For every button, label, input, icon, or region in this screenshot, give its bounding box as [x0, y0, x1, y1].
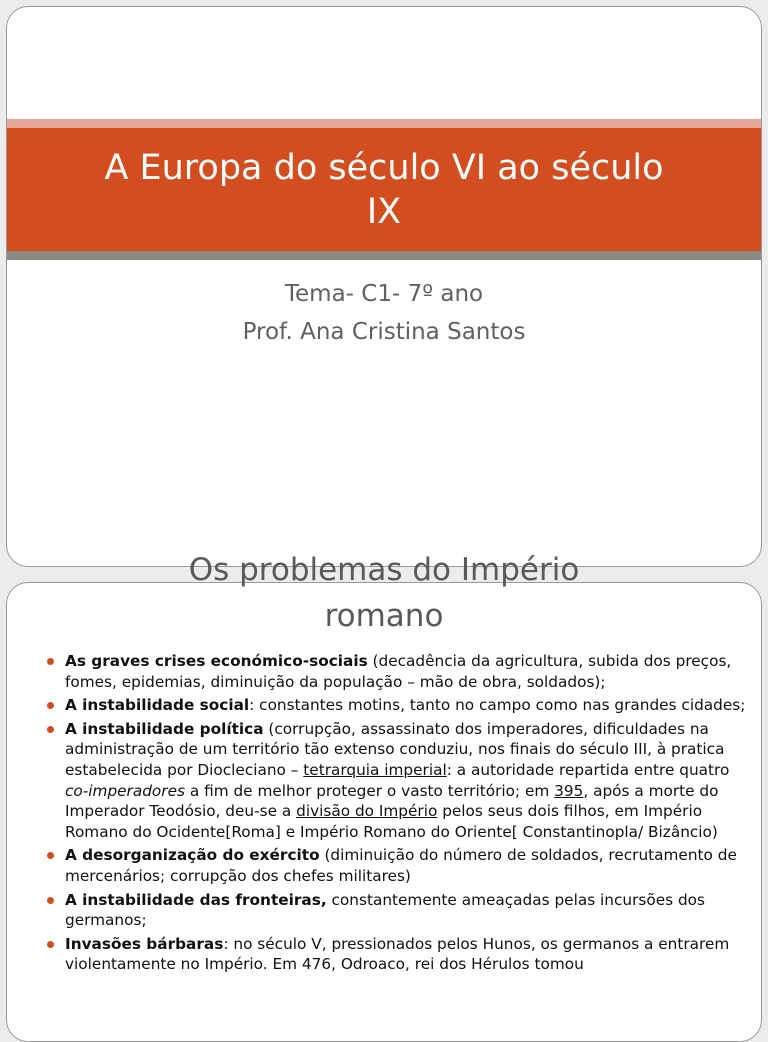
subtitle-topic: Tema- C1- 7º ano [284, 281, 484, 307]
bullet-heading: As graves crises económico-sociais [65, 652, 368, 670]
bullet-item [47, 651, 753, 692]
bullet-heading: A instabilidade das fronteiras, [65, 890, 327, 909]
bullet-dot-icon [47, 658, 54, 665]
bullet-item [47, 890, 753, 931]
bullet-text: : a autoridade repartida entre quatro [446, 760, 730, 779]
bullet-dot-icon [47, 726, 54, 733]
bullet-text: a fim de melhor proteger o vasto território; em [184, 781, 555, 800]
subtitle-author: Prof. Ana Cristina Santos [242, 319, 526, 345]
bullet-heading: A instabilidade política [65, 719, 264, 738]
bullet-text: pelos seus dois filhos, em Império Romano do Ocidente[Roma] e Império Romano do Oriente[ Constantinopla/ Bizâncio) [65, 802, 718, 841]
content-slide[interactable] [6, 552, 762, 1042]
bullet-item [47, 719, 753, 843]
title-band-bottom-stripe [7, 251, 761, 260]
underlined-year: 395 [554, 781, 584, 800]
italic-term: co-imperadores [65, 781, 185, 800]
slide-title-line2: romano [324, 598, 444, 634]
bullet-text: : constantes motins, tanto no campo como nas grandes cidades; [249, 696, 746, 715]
bullet-text: (corrupção, assassinato dos imperadores, dificuldades na administração de um território tão extenso conduziu, nos finais do século III, à pratica estabelecida por Diocleciano – [65, 719, 725, 779]
bullet-text: : no século V, pressionados pelos Hunos, os germanos a entrarem violentamente no Império. Em 476, Odroaco, rei dos Hérulos tomou [65, 934, 730, 974]
bullet-text: (diminuição do número de soldados, recrutamento de mercenários; corrupção dos chefes militares) [65, 846, 737, 885]
bullet-heading: A desorganização do exército [65, 846, 320, 865]
bullet-dot-icon [47, 897, 54, 904]
bullet-item [47, 845, 753, 886]
slide-title [7, 547, 761, 639]
underlined-term-tetrarquia: tetrarquia imperial [303, 760, 447, 779]
title-slide[interactable] [6, 6, 762, 567]
bullet-text: (decadência da agricultura, subida dos preços, fomes, epidemias, diminuição da população – mão de obra, soldados); [65, 652, 732, 691]
underlined-term-divisao: divisão do Império [296, 802, 438, 821]
bullet-heading: A instabilidade social [65, 696, 250, 715]
bullet-item [47, 934, 753, 975]
bullet-list [47, 651, 753, 978]
bullet-dot-icon [47, 941, 54, 948]
bullet-item [47, 695, 753, 716]
title-band-top-stripe [7, 119, 761, 128]
bullet-text: , após a morte do Imperador Teodósio, deu-se a [65, 781, 719, 821]
bullet-heading: Invasões bárbaras [65, 934, 224, 953]
title-band [7, 128, 761, 251]
slide-subtitle [7, 275, 761, 351]
bullet-text: constantemente ameaçadas pelas incursões dos germanos; [65, 890, 705, 930]
slide-title-line1: Os problemas do Império [188, 552, 580, 588]
slide-title: A Europa do século VI ao século IX [104, 147, 664, 232]
bullet-dot-icon [47, 702, 54, 709]
bullet-dot-icon [47, 852, 54, 859]
